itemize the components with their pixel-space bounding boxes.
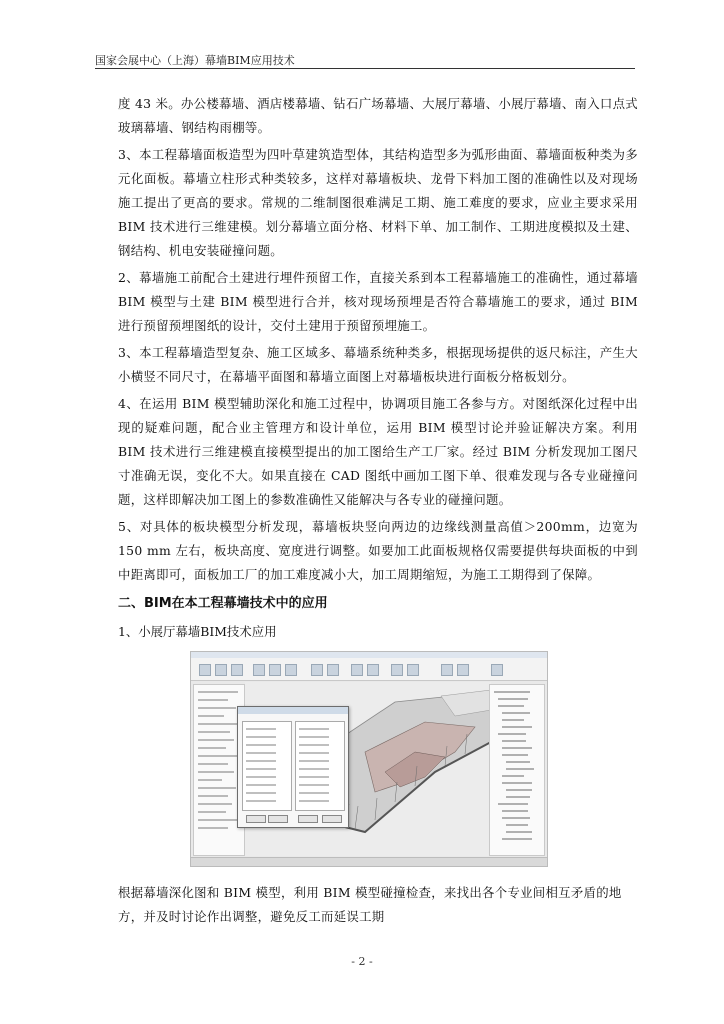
section-heading: 二、BIM在本工程幕墙技术中的应用 xyxy=(118,596,328,611)
bim-screenshot-figure xyxy=(190,651,548,867)
paragraph-5: 4、在运用 BIM 模型辅助深化和施工过程中，协调项目施工各参与方。对图纸深化过程中出现的疑难问题，配合业主管理方和设计单位，运用 BIM 模型讨论并验证解决方案。利用 BIM 技术进行三维建模直接模型提出的加工图给生产工厂家。经过 BIM 分析发现加工图尺寸准确无误，变化不大。如果直接在 CAD 图纸中画加工图下单、很难发现与各专业碰撞问题，这样即解决加工图上的参数准确性又能解决与各专业的碰撞问题。 xyxy=(118,396,638,507)
subsection-title: 1、小展厅幕墙BIM技术应用 xyxy=(118,624,277,639)
status-bar xyxy=(191,857,547,866)
figure-caption: 根据幕墙深化图和 BIM 模型，利用 BIM 模型碰撞检查，来找出各个专业间相互矛盾的地方，并及时讨论作出调整，避免反工而延误工期 xyxy=(118,885,622,924)
visibility-dialog xyxy=(237,706,349,828)
paragraph-3: 2、幕墙施工前配合土建进行埋件预留工作，直接关系到本工程幕墙施工的准确性，通过幕墙BIM 模型与土建 BIM 模型进行合并，核对现场预埋是否符合幕墙施工的要求，通过 BIM 进行预留预埋图纸的设计，交付土建用于预留预埋施工。 xyxy=(118,270,638,333)
header-rule xyxy=(95,68,635,69)
paragraph-4: 3、本工程幕墙造型复杂、施工区域多、幕墙系统种类多，根据现场提供的返尺标注，产生大小横竖不同尺寸，在幕墙平面图和幕墙立面图上对幕墙板块进行面板分格板划分。 xyxy=(118,345,638,384)
project-browser-panel xyxy=(489,684,545,856)
paragraph-1: 度 43 米。办公楼幕墙、酒店楼幕墙、钻石广场幕墙、大展厅幕墙、小展厅幕墙、南入口点式玻璃幕墙、钢结构雨棚等。 xyxy=(118,96,638,135)
paragraph-2: 3、本工程幕墙面板造型为四叶草建筑造型体，其结构造型多为弧形曲面、幕墙面板种类为多元化面板。幕墙立柱形式种类较多，这样对幕墙板块、龙骨下料加工图的准确性以及对现场施工提出了更高的要求。常规的二维制图很难满足工期、施工难度的要求，应业主要求采用BIM 技术进行三维建模。划分幕墙立面分格、材料下单、加工制作、工期进度模拟及土建、钢结构、机电安装碰撞问题。 xyxy=(118,147,638,258)
page-number: - 2 - xyxy=(351,955,373,968)
document-body xyxy=(118,92,638,929)
paragraph-6: 5、对具体的板块模型分析发现，幕墙板块竖向两边的边缘线测量高值＞200mm，边宽为 150 mm 左右，板块高度、宽度进行调整。如要加工此面板规格仅需要提供每块面板的中到中距离即可，面板加工厂的加工难度减小大，加工周期缩短，为施工工期得到了保障。 xyxy=(118,519,638,582)
running-header: 国家会展中心（上海）幕墙BIM应用技术 xyxy=(95,54,295,67)
software-ribbon xyxy=(191,658,547,681)
